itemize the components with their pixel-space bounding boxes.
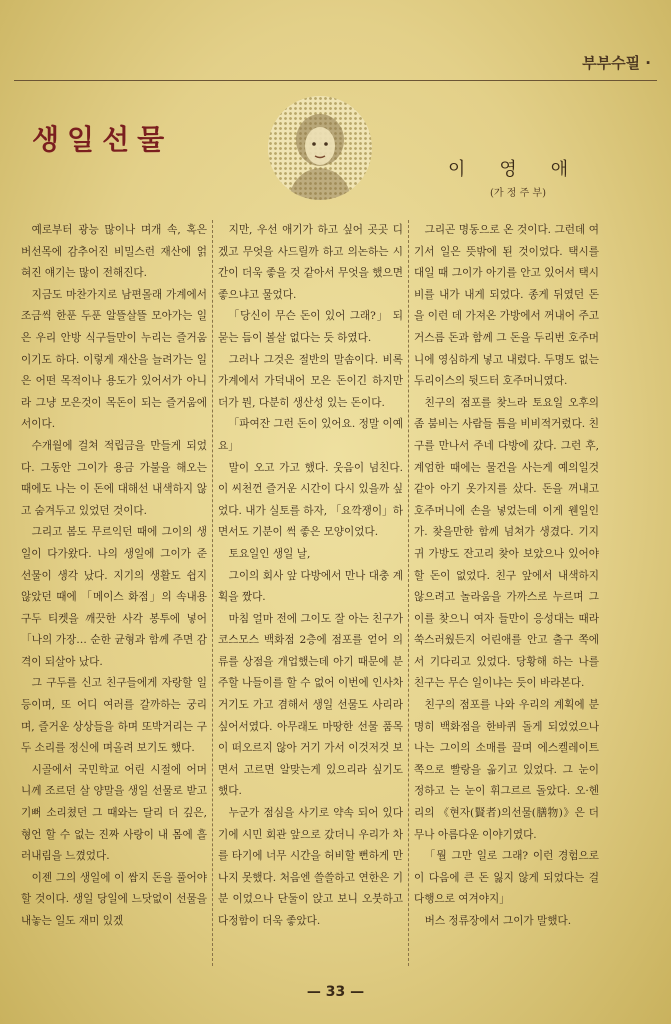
paragraph: 마침 얼마 전에 그이도 잘 아는 친구가 코스모스 백화점 2층에 점포를 얻어 의류를 상점을 개업했는데 아기 때문에 분주할 나들이를 할 수 없어 이번에 인사차 거기도 가고 겸해서 생일 선물도 사리라 싶어서였다. 아무래도 마땅한 선물 품목이 떠오르지 않아 거기 가서 이것저것 보면서 고르면 알맞는게 있으리라 싶기도 했다. [218,612,403,798]
paragraph: 버스 정류장에서 그이가 말했다. [424,915,572,927]
author-role: (가 정 주 부) [490,188,546,199]
paragraph: 그러나 그것은 절반의 말솜이다. 비록 가계에서 가덕내어 모은 돈이긴 하지만 더가 뭔, 다분히 생산성 있는 돈이다. [218,353,403,409]
paragraph: 그이의 회사 앞 다방에서 만나 대충 계획을 짰다. [218,569,403,604]
article-title: 생일선물 [32,123,173,156]
paragraph: 지금도 마찬가지로 남편몰래 가계에서 조금씩 한푼 두푼 알뜰살뜰 모아가는 일은 우리 안방 식구들만이 누리는 즐거움이기도 하다. 이렇게 재산을 늘려가는 일은 어떤 목적이나 용도가 있어서가 아니라 그냥 모은것이 목돈이 되는 즐거움에서이다. [21,288,207,431]
paragraph: 이젠 그의 생일에 이 쌈지 돈을 풀어야 할 것이다. 생일 당일에 느닷없이 선물을 내놓는 일도 재미 있겠 [21,871,207,927]
paragraph: 토요일인 생일 날, [228,547,311,560]
paragraph: 그리고 봄도 무르익던 때에 그이의 생일이 다가왔다. 나의 생일에 그이가 준 선물이 생각 났다. 지기의 생활도 쉽지 않았던 때에 「메이스 화점」의 속내용 구두 티켓을 깨끗한 사각 봉투에 넣어 「나의 가장… 순한 균형과 함께 주면 감격이 되살아 났다. [21,526,207,668]
paragraph: 말이 오고 가고 했다. 웃음이 넘친다. 이 씨천껀 즐거운 시간이 다시 있을까 싶었다. 내가 실토를 하자, 「요깍쟁이」하면서도 기분이 썩 좋은 모양이었다. [218,461,403,539]
header-divider [14,80,657,81]
paragraph: 예로부터 광능 많이나 며개 속, 혹은 버선목에 감추어진 비밀스런 재산에 얽혀진 얘기는 많이 전해진다. [21,224,207,280]
paragraph: 누군가 점심을 사기로 약속 되어 있다기에 시민 회관 앞으로 갔더니 우리가 차를 타기에 너무 시간을 허비할 뻔하게 만나지 못했다. 처음엔 쓸쓸하고 연한은 기분 이었으나 단둘이 앉고 보니 오붓하고 다정함이 더욱 좋았다. [218,807,403,927]
paragraph: 「파여잔 그런 돈이 있어요. 정말 이예요」 [218,418,403,452]
paragraph: 수개월에 걸쳐 적립금을 만들게 되었다. 그동안 그이가 용금 가불을 해오는 때에도 나는 이 돈에 대해선 내색하지 않고 숨겨두고 있었던 것이다. [21,439,207,517]
text-column-3 [408,220,604,966]
paragraph: 시골에서 국민학교 어린 시절에 어머니께 조르던 살 양말을 생일 선물로 받고 기뻐 소리쳤던 그 때와는 달리 더 깊은, 형언 할 수 없는 진짜 사랑이 내 몸에 흘러내림을 느꼈었다. [21,763,207,863]
section-label: 부부수필 · [582,54,651,72]
paragraph: 「뭘 그만 일로 그래? 이런 경험으로 이 다음에 큰 돈 잃지 않게 되었다는 걸 다행으로 여겨야지」 [414,850,599,906]
page-number: — 33 — [306,984,365,1000]
portrait-image [268,96,372,200]
paragraph: 친구의 점포를 찾느라 토요일 오후의 좀 붐비는 사람들 틈을 비비적거렸다. 친구를 만나서 주네 다방에 갔다. 그런 후, 계엄한 때에는 물건을 사는게 예의일것 같아 아기 옷가지를 샀다. 돈을 꺼내고 호주머니에 손을 넣었는데 이게 웬일인가. 찾을만한 함께 넘쳐가 생겼다. 기지귀 가방도 잔고리 찾아 보았으나 있어야 할 돈이 없었다. 친구 앞에서 내색하지 않으려고 놀라움을 가까스로 누르며 그이를 찾으니 여자 들만이 응성대는 때라 쑥스러웠든지 어린애를 안고 출구 쪽에서 기다리고 있었다. 당황해 하는 나를 친구는 무슨 일이냐는 듯이 바라본다. [414,396,599,690]
paragraph: 「당신이 무슨 돈이 있어 그래?」 되묻는 듬이 볼살 없다는 듯 하였다. [218,310,403,344]
author-portrait [268,96,372,200]
text-column-2 [212,220,408,966]
paragraph: 친구의 점포를 나와 우리의 계획에 분명히 백화점을 한바퀴 돌게 되었었으나 나는 그이의 소매를 끌며 에스켈레이트 쪽으로 빨랑을 옮기고 있었다. 그 눈이 정하고 는 눈이 휘그르르 돌았다. 오·헨리의 《현자(賢者)의선물(膳物)》은 더무나 아름다운 이야기였다. [414,699,599,841]
paragraph: 그 구두를 신고 친구들에게 자랑할 일등이며, 또 어디 여러를 갈까하는 궁리며, 즐거운 상상들을 하며 또박거리는 구두 소리를 정신에 며올려 보기도 했다. [21,677,207,755]
author-name: 이영애 [448,159,603,180]
article-body [16,220,621,966]
paragraph: 그리곤 명동으로 온 것이다. 그런데 여기서 일은 뜻밖에 된 것이었다. 택시를 대일 때 그이가 아기를 안고 있어서 택시비를 내가 내게 되었다. 종게 뒤였던 돈을 이런 데 가져온 가방에서 꺼내어 주고 거스름 돈과 함께 그 돈을 두리번 호주머니에 영심하게 넣고 내렸다. 두명도 없는 두리이스의 뒷드터 호주머니였다. [414,224,599,388]
paragraph: 지만, 우선 애기가 하고 싶어 곳곳 디겠고 무엇을 사드릴까 하고 의논하는 시간이 더욱 좋을 것 같아서 무엇을 했으면 좋으냐고 물었다. [218,224,403,301]
text-column-1 [16,220,212,966]
